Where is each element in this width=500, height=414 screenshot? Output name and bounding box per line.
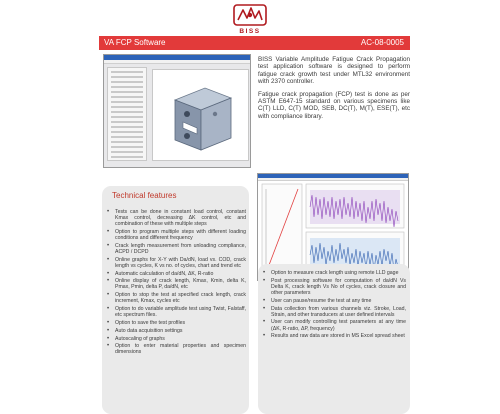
list-item: • Automatic calculation of da/dN, ΔK, R-ratio xyxy=(106,271,246,277)
list-item: • User can pause/resume the test at any time xyxy=(262,298,406,304)
list-item: • Results and raw data are stored in MS Excel spread sheet xyxy=(262,333,406,339)
list-item: • Tests can be done in constant load control, constant Kmax control, decreasing ΔK control, etc and combination of these with multiple steps xyxy=(106,209,246,227)
software-screenshot-specimen xyxy=(103,54,251,168)
list-item: • Option to stop the test at specified crack length, crack increment, Kmax, cycles etc xyxy=(106,292,246,304)
list-item: • Option to enter material properties and specimen dimensions xyxy=(106,343,246,355)
settings-pane xyxy=(107,67,147,161)
list-item: • Online display of crack length, Kmax, Kmin, delta K, Pmax, Pmin, delta P, da/dN, etc xyxy=(106,278,246,290)
list-item: • Option to program multiple steps with different loading conditions and different frequency xyxy=(106,229,246,241)
intro-paragraph-2: Fatigue crack propagation (FCP) test is done as per ASTM E647-15 standard on various specimens like C(T) LLD, C(T) MOD, SEB, DC(T), M(T), ESE(T), etc with compliance library. xyxy=(258,90,410,120)
product-title: VA FCP Software xyxy=(104,38,166,47)
intro-description xyxy=(258,56,410,125)
features-list-left xyxy=(106,209,246,357)
product-code: AC-08-0005 xyxy=(360,38,404,47)
specimen-block-icon xyxy=(153,70,248,160)
brand-name: BISS xyxy=(239,28,261,35)
list-item: • Option to measure crack length using remote LLD gage xyxy=(262,270,406,276)
intro-paragraph-1: BISS Variable Amplitude Fatigue Crack Propagation test application software is designed to perform fatigue crack growth test under MTL32 environment with 2370 controller. xyxy=(258,56,410,86)
window-menubar xyxy=(104,60,250,64)
specimen-3d-view xyxy=(152,69,249,161)
list-item: • User can modify controlling test parameters at any time (ΔK, R-ratio, ΔP, frequency) xyxy=(262,319,406,331)
list-item: • Crack length measurement from unloading compliance, ACPD / DCPD xyxy=(106,243,246,255)
title-banner xyxy=(99,36,410,50)
list-item: • Option to do variable amplitude test using Twist, Falstaff, etc spectrum files. xyxy=(106,306,246,318)
biss-logo-icon xyxy=(229,3,271,31)
features-heading: Technical features xyxy=(112,191,177,200)
list-item: • Post processing software for computation of da/dN Vs Delta K, crack length Vs No of cycles, crack closure and other parameters xyxy=(262,278,406,296)
list-item: • Online graphs for X-Y with Da/dN, load vs. COD, crack length vs cycles, K vs no. of cycles, chart and trend etc xyxy=(106,257,246,269)
list-item: • Data collection from various channels viz. Stroke, Load, Strain, and other transducers at user defined intervals xyxy=(262,306,406,318)
list-item: • Auto data acquisition settings xyxy=(106,328,246,334)
list-item: • Option to save the test profiles xyxy=(106,320,246,326)
features-list-right xyxy=(262,270,406,341)
list-item: • Autoscaling of graphs xyxy=(106,336,246,342)
